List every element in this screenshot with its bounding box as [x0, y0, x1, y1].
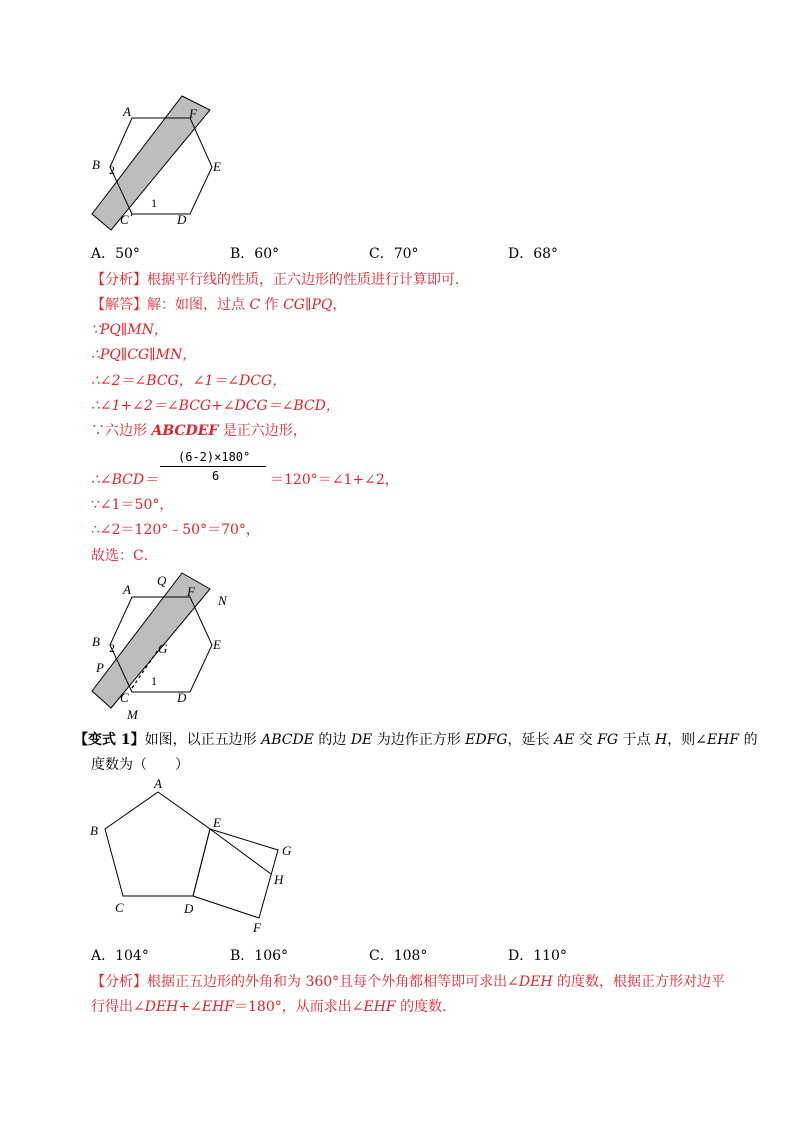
label-C: C	[120, 212, 129, 227]
solution-line-3: ∴PQ∥CG∥MN，	[91, 347, 197, 363]
solution-line-8: ∵∠1＝50°，	[91, 497, 174, 513]
label-E: E	[213, 815, 221, 830]
label-A: A	[123, 104, 131, 119]
label-F: F	[187, 584, 195, 599]
option-a: A．50°	[91, 246, 140, 262]
solution-line-7-post: ＝120°＝∠1+∠2，	[270, 472, 399, 488]
label-B: B	[90, 823, 98, 838]
fraction-denominator: 6	[212, 469, 220, 483]
label-G: G	[282, 843, 292, 858]
label-Q: Q	[157, 573, 167, 588]
label-C: C	[115, 900, 124, 915]
option-c: C．108°	[369, 948, 428, 964]
solution-line-4: ∴∠2＝∠BCG，∠1＝∠DCG，	[91, 373, 287, 389]
solution-line-7-pre: ∴∠BCD＝	[91, 472, 159, 488]
analysis-2-line-2: 行得出∠DEH+∠EHF＝180°，从而求出∠EHF 的度数．	[91, 999, 457, 1015]
angle-label-1: 1	[151, 674, 157, 688]
variant-1-line-1: 【变式 1】如图，以正五边形 ABCDE 的边 DE 为边作正方形 EDFG，延长 AE 交 FG 于点 H，则∠EHF 的	[74, 732, 758, 748]
solution-line-1: 【解答】解：如图，过点 C 作 CG∥PQ，	[91, 297, 347, 313]
angle-label-2: 2	[109, 163, 115, 177]
angle-label-1: 1	[151, 196, 157, 210]
label-M: M	[127, 707, 138, 722]
label-E: E	[213, 637, 221, 652]
option-b: B．106°	[230, 948, 289, 964]
option-d: D．110°	[508, 948, 567, 964]
label-D: D	[177, 212, 187, 227]
label-D: D	[184, 901, 194, 916]
label-A: A	[123, 582, 131, 597]
solution-line-10: 故选：C．	[91, 548, 158, 564]
label-C: C	[120, 690, 129, 705]
solution-line-9: ∴∠2＝120°﹣50°＝70°，	[91, 522, 260, 538]
solution-line-6: ∵六边形 ABCDEF 是正六边形，	[91, 423, 307, 439]
option-d: D．68°	[508, 246, 559, 262]
label-E: E	[213, 159, 221, 174]
label-F: F	[189, 106, 197, 121]
option-c: C．70°	[369, 246, 419, 262]
analysis-2-line-1: 【分析】根据正五边形的外角和为 360°且每个外角都相等即可求出∠DEH 的度数，根据正方形对边平	[91, 974, 726, 990]
analysis-1: 【分析】根据平行线的性质，正六边形的性质进行计算即可．	[91, 272, 469, 288]
variant-1-line-2: 度数为（ ）	[91, 757, 189, 773]
solution-line-2: ∵PQ∥MN，	[91, 322, 168, 338]
option-b: B．60°	[230, 246, 280, 262]
label-F: F	[253, 920, 261, 935]
angle-label-2: 2	[109, 641, 115, 655]
label-A: A	[154, 776, 162, 791]
solution-line-5: ∴∠1+∠2＝∠BCG+∠DCG＝∠BCD，	[91, 398, 340, 414]
fraction-numerator: (6-2)×180°	[178, 450, 251, 464]
label-H: H	[274, 872, 284, 887]
label-P: P	[96, 660, 104, 675]
label-G: G	[158, 641, 168, 656]
label-N: N	[218, 593, 227, 608]
option-a: A．104°	[91, 948, 149, 964]
label-D: D	[177, 690, 187, 705]
label-B: B	[92, 634, 100, 649]
label-B: B	[92, 157, 100, 172]
